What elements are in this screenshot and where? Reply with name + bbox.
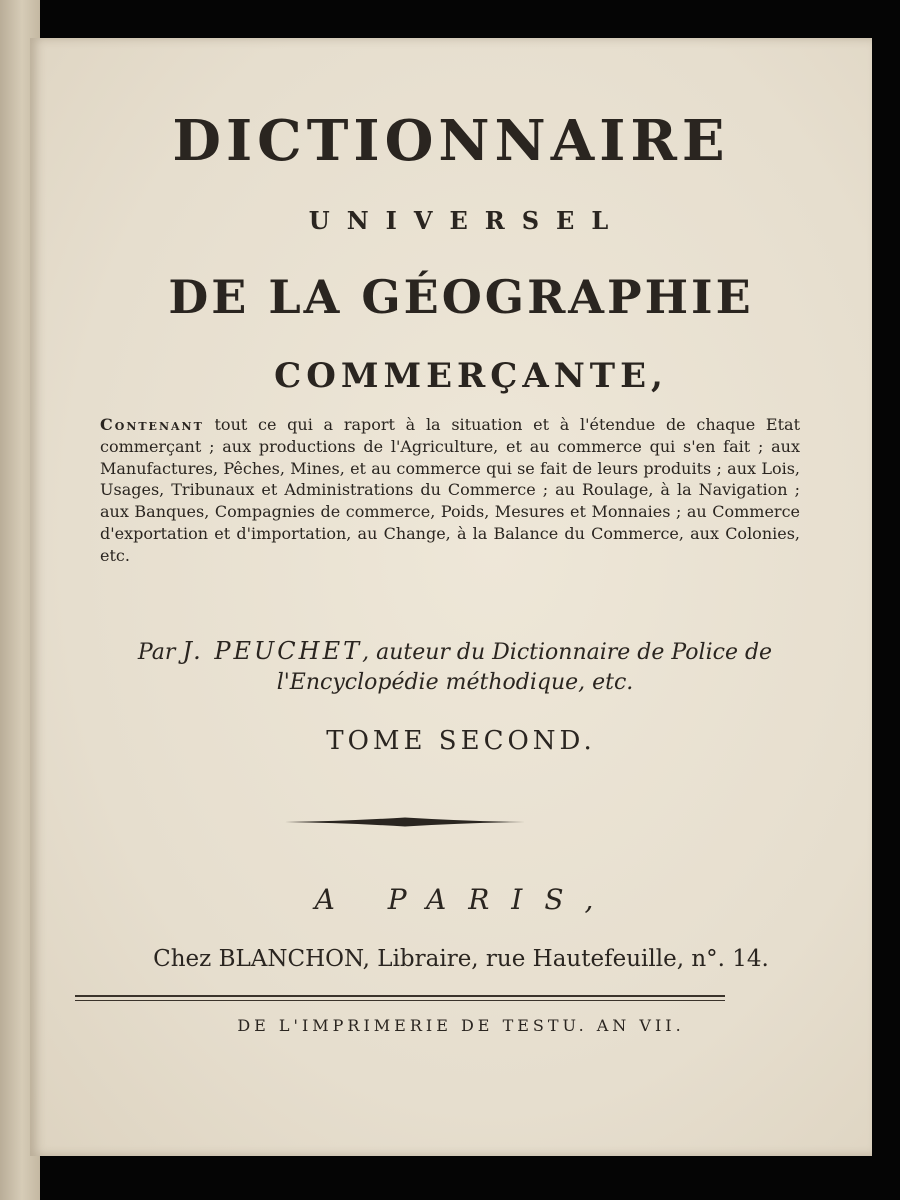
title-geographie: DE LA GÉOGRAPHIE bbox=[168, 270, 754, 324]
title-dictionnaire: DICTIONNAIRE bbox=[172, 108, 730, 174]
imprint-printer: DE L'IMPRIMERIE DE TESTU. AN VII. bbox=[237, 1016, 685, 1035]
imprint-publisher: Chez BLANCHON, Libraire, rue Hautefeuille, n°. 14. bbox=[153, 946, 769, 972]
imprint-city: A PARIS, bbox=[314, 883, 616, 916]
description-paragraph bbox=[100, 414, 800, 567]
author-credit-text: , auteur du Dictionnaire de Police de l'Encyclopédie méthodique, etc. bbox=[276, 640, 773, 695]
title-page bbox=[30, 38, 872, 1156]
title-universel: UNIVERSEL bbox=[308, 206, 626, 235]
description-body: tout ce qui a raport à la situation et à l'étendue de chaque Etat commerçant ; aux productions de l'Agriculture, et au commerce qui s'en fait ; aux Manufactures, Pêches, Mines, et au commerce qui se fait de leurs produits ; aux Lois, Usages, Tribunaux et Administrations du Commerce ; au Roulage, à la Navigation ; aux Banques, Compagnies de commerce, Poids, Mesures et Monnaies ; au Commerce d'exportation et d'importation, au Change, à la Balance du Commerce, aux Colonies, etc. bbox=[100, 415, 800, 565]
title-commercante: COMMERÇANTE, bbox=[274, 356, 668, 396]
author-prefix: Par bbox=[137, 640, 176, 665]
volume-label: TOME SECOND. bbox=[326, 726, 596, 756]
divider-rule-thin bbox=[75, 1000, 725, 1001]
author-name: J. PEUCHET bbox=[182, 637, 363, 665]
author-credit bbox=[85, 636, 825, 698]
ornament-rule-icon bbox=[285, 816, 525, 828]
divider-rule-thick bbox=[75, 995, 725, 997]
description-lead: Contenant bbox=[100, 415, 204, 434]
